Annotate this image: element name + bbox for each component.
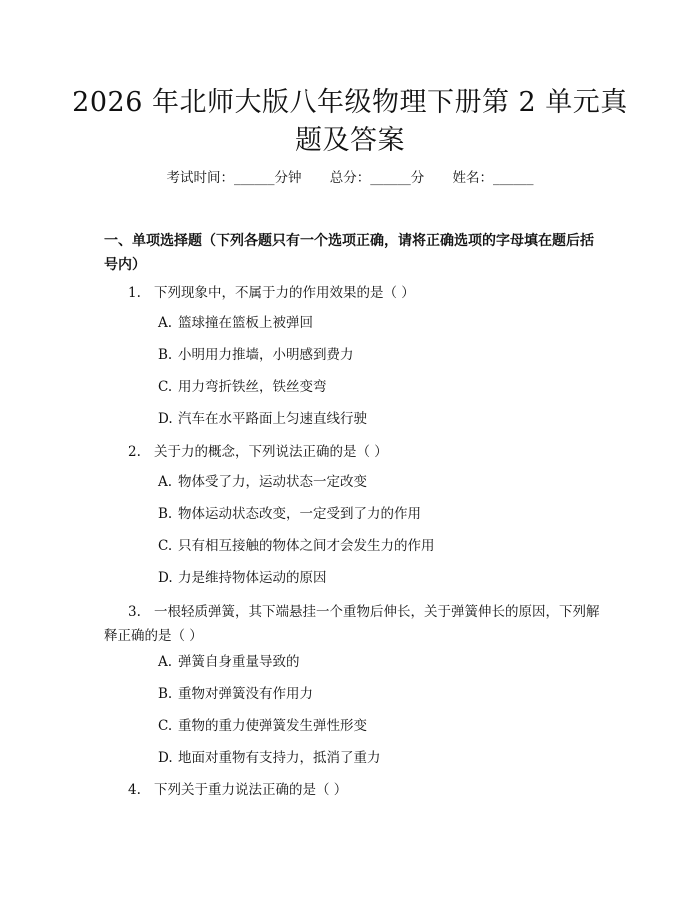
- question-3: [104, 600, 604, 648]
- question-2-option-d: [158, 568, 327, 588]
- exam-info-line: [0, 168, 700, 188]
- option-letter: D.: [158, 411, 173, 427]
- question-1: [104, 281, 604, 305]
- student-name: 姓名：______: [452, 170, 534, 186]
- section-title: 一、单项选择题（下列各题只有一个选项正确，请将正确选项的字母填在题后括号内）: [104, 233, 594, 273]
- question-3-option-b: [158, 684, 313, 704]
- option-text: 只有相互接触的物体之间才会发生力的作用: [178, 538, 435, 554]
- question-2-option-a: [158, 472, 367, 492]
- option-text: 重物的重力使弹簧发生弹性形变: [178, 718, 367, 734]
- question-3-option-d: [158, 748, 381, 768]
- question-number: 2.: [128, 444, 141, 460]
- option-text: 物体受了力，运动状态一定改变: [178, 474, 367, 490]
- question-number: 1.: [128, 285, 141, 301]
- option-letter: A.: [158, 474, 173, 490]
- option-text: 重物对弹簧没有作用力: [178, 686, 313, 702]
- option-text: 用力弯折铁丝，铁丝变弯: [178, 379, 327, 395]
- option-letter: B.: [158, 506, 173, 522]
- option-letter: D.: [158, 750, 173, 766]
- title-line-1: 2026 年北师大版八年级物理下册第 2 单元真: [72, 87, 628, 118]
- question-2: [104, 440, 604, 464]
- option-text: 地面对重物有支持力，抵消了重力: [178, 750, 381, 766]
- option-text: 弹簧自身重量导致的: [178, 654, 300, 670]
- question-number: 3.: [128, 604, 141, 620]
- option-text: 篮球撞在篮板上被弹回: [178, 315, 313, 331]
- question-3-option-c: [158, 716, 367, 736]
- question-2-option-c: [158, 536, 435, 556]
- question-text: 一根轻质弹簧，其下端悬挂一个重物后伸长，关于弹簧伸长的原因，下列解释正确的是（ ）: [104, 604, 600, 644]
- document-title: [60, 84, 640, 160]
- option-letter: C.: [158, 538, 173, 554]
- question-text: 下列现象中，不属于力的作用效果的是（ ）: [154, 285, 415, 301]
- question-3-option-a: [158, 652, 300, 672]
- question-text: 关于力的概念，下列说法正确的是（ ）: [154, 444, 388, 460]
- question-1-option-b: [158, 345, 354, 365]
- option-text: 汽车在水平路面上匀速直线行驶: [178, 411, 367, 427]
- question-2-option-b: [158, 504, 421, 524]
- question-1-option-c: [158, 377, 327, 397]
- question-4: [104, 778, 604, 802]
- option-letter: B.: [158, 686, 173, 702]
- option-letter: C.: [158, 718, 173, 734]
- question-1-option-d: [158, 409, 367, 429]
- exam-score: 总分：______分: [329, 170, 425, 186]
- option-text: 小明用力推墙，小明感到费力: [178, 347, 354, 363]
- title-line-2: 题及答案: [295, 125, 405, 156]
- option-letter: A.: [158, 315, 173, 331]
- exam-time: 考试时间：______分钟: [166, 170, 302, 186]
- question-text: 下列关于重力说法正确的是（ ）: [154, 782, 348, 798]
- option-letter: C.: [158, 379, 173, 395]
- option-letter: A.: [158, 654, 173, 670]
- question-1-option-a: [158, 313, 313, 333]
- option-text: 物体运动状态改变，一定受到了力的作用: [178, 506, 421, 522]
- question-number: 4.: [128, 782, 141, 798]
- option-letter: D.: [158, 570, 173, 586]
- option-letter: B.: [158, 347, 173, 363]
- option-text: 力是维持物体运动的原因: [178, 570, 327, 586]
